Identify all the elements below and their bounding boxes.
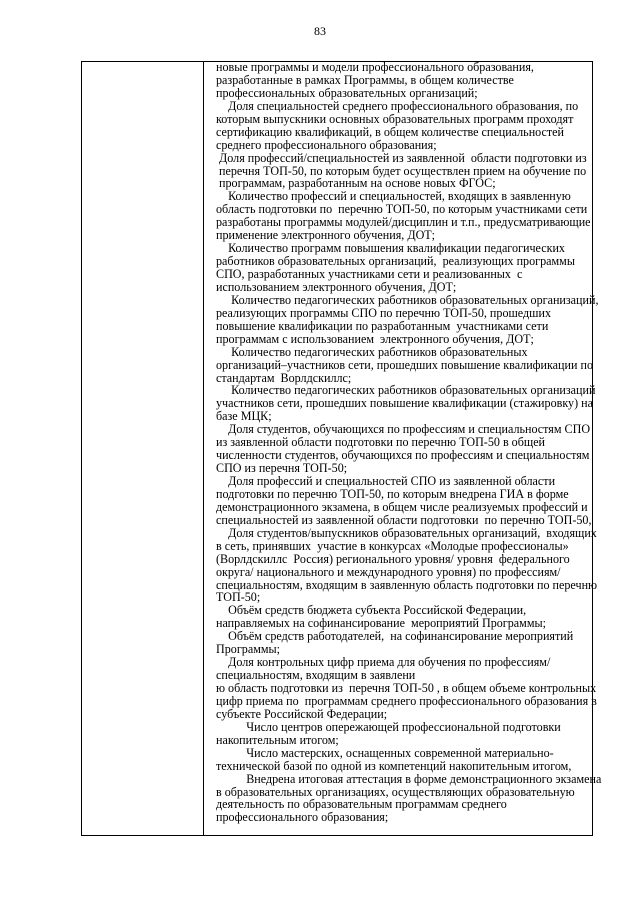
text-line: Доля контрольных цифр приема для обучения по профессиям/ <box>216 655 551 670</box>
text-line: субъекте Российской Федерации; <box>216 706 388 721</box>
text-line: накопительным итогом; <box>216 732 339 747</box>
text-line: Объём средств бюджета субъекта Российской Федерации, <box>216 603 527 618</box>
text-line: цифр приема по программам среднего профессионального образования в <box>216 693 597 708</box>
text-line: использованием электронного обучения, ДОТ; <box>216 279 457 294</box>
text-line: демонстрационного экзамена, в общем числе реализуемых профессий и <box>216 499 588 514</box>
text-line: Объём средств работодателей, на софинансирование мероприятий <box>216 629 574 644</box>
text-line: Количество педагогических работников образовательных <box>216 344 528 359</box>
text-line: сертификацию квалификаций, в общем количестве специальностей <box>216 124 565 139</box>
text-line: СПО из перечня ТОП-50; <box>216 461 348 476</box>
text-line: специальностей из заявленной области подготовки по перечню ТОП-50, <box>216 512 592 527</box>
text-line: ю область подготовки из перечня ТОП-50 , в общем объеме контрольных <box>216 681 597 695</box>
text-line: реализующих программы СПО по перечню ТОП-50, прошедших <box>216 305 551 320</box>
table-left-column <box>81 61 203 836</box>
text-line: деятельность по образовательным программам среднего <box>216 797 507 812</box>
text-line: работников образовательных организаций, реализующих программы <box>216 254 575 269</box>
text-line: которым выпускники основных образовательных программ проходят <box>216 111 574 126</box>
text-line: профессиональных образовательных организаций; <box>216 85 478 100</box>
text-line: организаций–участников сети, прошедших повышение квалификации по <box>216 357 593 372</box>
text-line: базе МЦК; <box>216 409 272 424</box>
text-line: Число мастерских, оснащенных современной материально- <box>216 745 554 760</box>
text-line: программам с использованием электронного обучения, ДОТ; <box>216 331 534 346</box>
text-line: перечня ТОП-50, по которым будет осуществлен прием на обучение по <box>216 163 587 178</box>
text-line: Внедрена итоговая аттестация в форме демонстрационного экзамена <box>216 771 602 786</box>
text-line: разработаны программы модулей/дисциплин и т.п., предусматривающие <box>216 215 591 230</box>
text-line: профессионального образования; <box>216 810 389 825</box>
text-line: Доля студентов/выпускников образовательных организаций, входящих <box>216 525 597 540</box>
text-line: ТОП-50; <box>216 590 261 605</box>
text-line: специальностям, входящим в заявленную область подготовки по перечню <box>216 577 598 592</box>
text-line: среднего профессионального образования; <box>216 137 437 152</box>
text-line: из заявленной области подготовки по перечню ТОП-50 в общей <box>216 435 546 450</box>
text-line: в образовательных организациях, осуществляющих образовательную <box>216 784 575 799</box>
text-line: Программы; <box>216 642 280 657</box>
text-line: программам, разработанным на основе новых ФГОС; <box>216 176 496 191</box>
column-divider <box>203 61 204 836</box>
text-line: повышение квалификации по разработанным участниками сети <box>216 318 549 333</box>
text-line: Доля профессий/специальностей из заявленной области подготовки из <box>216 150 587 165</box>
indicators-text <box>216 61 628 824</box>
text-line: Количество программ повышения квалификации педагогических <box>216 241 565 256</box>
text-line: в сеть, принявших участие в конкурсах «Молодые профессионалы» <box>216 538 569 553</box>
text-line: новые программы и модели профессионального образования, <box>216 60 534 74</box>
text-line: разработанные в рамках Программы, в общем количестве <box>216 72 514 87</box>
text-line: применение электронного обучения, ДОТ; <box>216 228 436 243</box>
text-line: технической базой по одной из компетенций накопительным итогом, <box>216 758 572 773</box>
page-number: 83 <box>314 24 326 38</box>
text-line: стандартам Ворлдскиллс; <box>216 370 352 385</box>
text-line: Доля студентов, обучающихся по профессиям и специальностям СПО <box>216 422 591 437</box>
text-line: Количество профессий и специальностей, входящих в заявленную <box>216 189 571 204</box>
text-line: округа/ национального и международного уровня) по профессиям/ <box>216 564 561 579</box>
text-line: Доля профессий и специальностей СПО из заявленной области <box>216 474 556 488</box>
text-line: Число центров опережающей профессиональной подготовки <box>216 719 561 734</box>
text-line: специальностям, входящим в заявлени <box>216 668 416 683</box>
text-line: СПО, разработанных участниками сети и реализованных с <box>216 267 523 281</box>
text-line: (Ворлдскиллс Россия) регионального уровня/ уровня федерального <box>216 551 570 566</box>
text-line: участников сети, прошедших повышение квалификации (стажировку) на <box>216 396 593 411</box>
text-line: подготовки по перечню ТОП-50, по которым внедрена ГИА в форме <box>216 486 569 501</box>
text-line: Количество педагогических работников образовательных организаций <box>216 383 596 398</box>
text-line: Доля специальностей среднего профессионального образования, по <box>216 98 579 113</box>
text-line: Количество педагогических работников образовательных организаций, <box>216 292 599 307</box>
text-line: направляемых на софинансирование мероприятий Программы; <box>216 616 546 631</box>
text-line: численности студентов, обучающихся по профессиям и специальностям <box>216 448 590 463</box>
text-line: область подготовки по перечню ТОП-50, по которым участниками сети <box>216 202 588 217</box>
